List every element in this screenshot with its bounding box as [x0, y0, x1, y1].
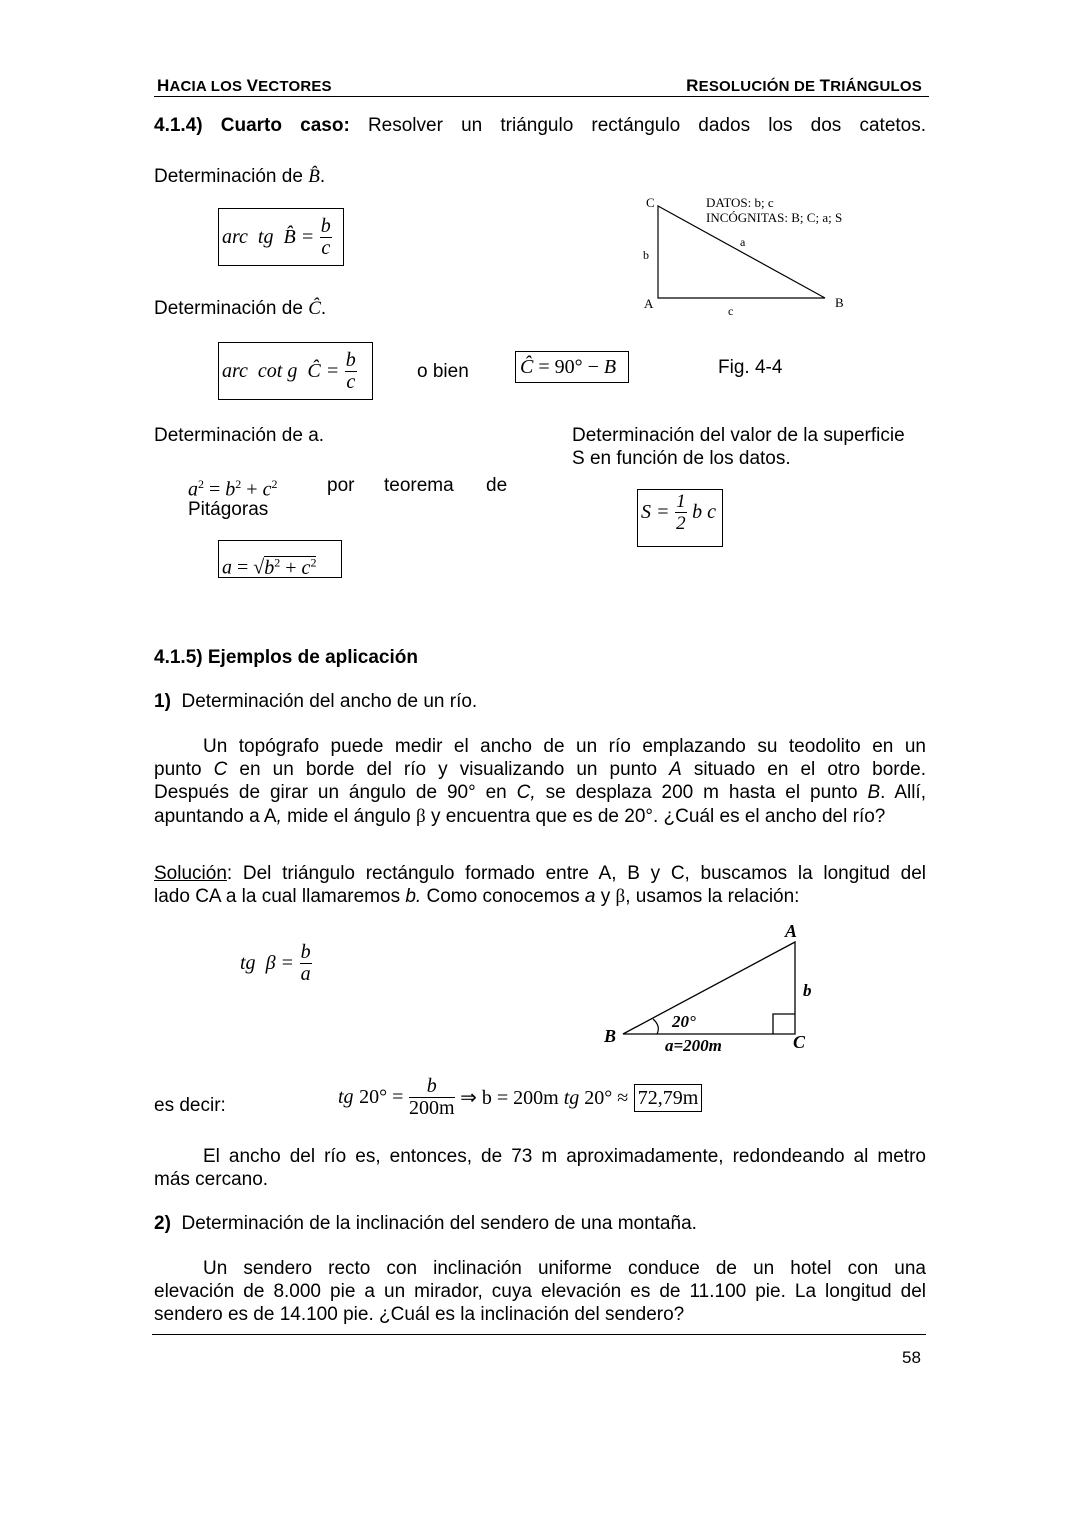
page-number: 58: [902, 1348, 921, 1367]
ex1-p-line3: Después de girar un ángulo de 90° en C, se desplaza 200 m hasta el punto B. Allí,: [154, 782, 926, 803]
ex2-p-line3: sendero es de 14.100 pie. ¿Cuál es la inclinación del sendero?: [154, 1304, 685, 1325]
formula-b: arc tg B̂ = $\frac{b}{c}$: [222, 214, 331, 259]
fig44-label-a-side: a: [740, 235, 746, 249]
ex2-p-line1: Un sendero recto con inclinación uniforme conduce de un hotel con una: [203, 1258, 926, 1279]
fig44-label-b-side: b: [643, 248, 649, 262]
river-label-a: A: [785, 921, 798, 941]
ex1-solution-line1: Solución: Del triángulo rectángulo formado entre A, B y C, buscamos la longitud del: [154, 863, 926, 884]
ex1-p-line1: Un topógrafo puede medir el ancho de un río emplazando su teodolito en un: [203, 736, 926, 757]
det-b-text: Determinación de B̂.: [154, 166, 326, 187]
ex2-p-line2: elevación de 8.000 pie a un mirador, cuya elevación es de 11.100 pie. La longitud del: [154, 1281, 926, 1302]
det-c-text: Determinación de Ĉ.: [154, 298, 327, 319]
fig44-label-c-vertex: C: [646, 195, 655, 210]
section-415-title: 4.1.5) Ejemplos de aplicación: [154, 647, 418, 668]
angle-arc: [653, 1019, 658, 1034]
river-label-side-b: b: [803, 981, 812, 1000]
river-label-b: B: [604, 1026, 617, 1046]
ex1-p-line4: apuntando a A, mide el ángulo β y encuentra que es de 20°. ¿Cuál es el ancho del río?: [154, 806, 886, 827]
formula-c: arc cot g Ĉ = $\frac{b}{c}$: [222, 348, 356, 393]
river-angle-label: 20°: [672, 1012, 696, 1031]
river-label-side-a: a=200m: [665, 1036, 722, 1055]
header-right: RESOLUCIÓN DE TRIÁNGULOS: [686, 76, 922, 95]
header-rule: [154, 96, 929, 97]
ex2-title: 2) Determinación de la inclinación del sendero de una montaña.: [154, 1213, 697, 1234]
right-angle-mark: [773, 1014, 795, 1034]
pitagoras-name: Pitágoras: [188, 499, 269, 520]
tg-beta-formula: tg β = $\frac{b}{a}$: [240, 941, 311, 985]
es-decir: es decir:: [154, 1095, 226, 1116]
ex1-conclusion-line2: más cercano.: [154, 1169, 269, 1190]
footer-rule: [152, 1334, 926, 1335]
ex1-conclusion-line1: El ancho del río es, entonces, de 73 m aproximadamente, redondeando al metro: [203, 1146, 926, 1167]
calc-result-box: 72,79m: [634, 1084, 703, 1112]
pitagoras-de: de: [486, 475, 508, 496]
section-414-heading: 4.1.4) Cuarto caso: Resolver un triángulo rectángulo dados los dos catetos.: [154, 115, 927, 136]
fig-4-4-caption: Fig. 4-4: [718, 357, 783, 378]
fig44-label-b-vertex: B: [835, 295, 844, 310]
fig44-label-c-side: c: [728, 304, 734, 315]
fig44-incognitas: INCÓGNITAS: B; C; a; S: [706, 210, 843, 225]
formula-a: $a = √b^2 + c^2$: [222, 555, 317, 579]
river-triangle: [623, 942, 795, 1034]
fig-4-4-diagram: [630, 190, 900, 315]
ex1-p-line2: punto C en un borde del río y visualizando un punto A situado en el otro borde.: [154, 759, 926, 780]
fig44-datos: DATOS: b; c: [706, 195, 774, 210]
det-s-line2: S en función de los datos.: [572, 448, 791, 469]
ex1-title: 1) Determinación del ancho de un río.: [154, 691, 478, 712]
river-label-c: C: [793, 1032, 806, 1052]
ex1-solution-line2: lado CA a la cual llamaremos b. Como conocemos a y β, usamos la relación:: [154, 886, 800, 907]
river-triangle-diagram: [595, 918, 825, 1058]
pitagoras-teorema: teorema: [384, 475, 454, 496]
pitagoras-por: por: [327, 475, 355, 496]
det-s-line1: Determinación del valor de la superficie: [572, 425, 905, 446]
pitagoras-formula: $a^2 = b^2 + c^2$: [188, 477, 278, 501]
fig44-label-a-vertex: A: [644, 296, 654, 311]
o-bien: o bien: [417, 361, 469, 382]
det-a-text: Determinación de a.: [154, 425, 325, 446]
formula-c2: Ĉ = 90° − B: [520, 356, 617, 378]
calc-formula: tg 20° = $\frac{b}{200m}$ ⇒ b = 200m tg 20° ≈ 72,79m: [338, 1076, 702, 1119]
header-left: HACIA LOS VECTORES: [157, 76, 332, 95]
formula-s: S = $\frac{1}{2}$ b c: [641, 491, 717, 534]
